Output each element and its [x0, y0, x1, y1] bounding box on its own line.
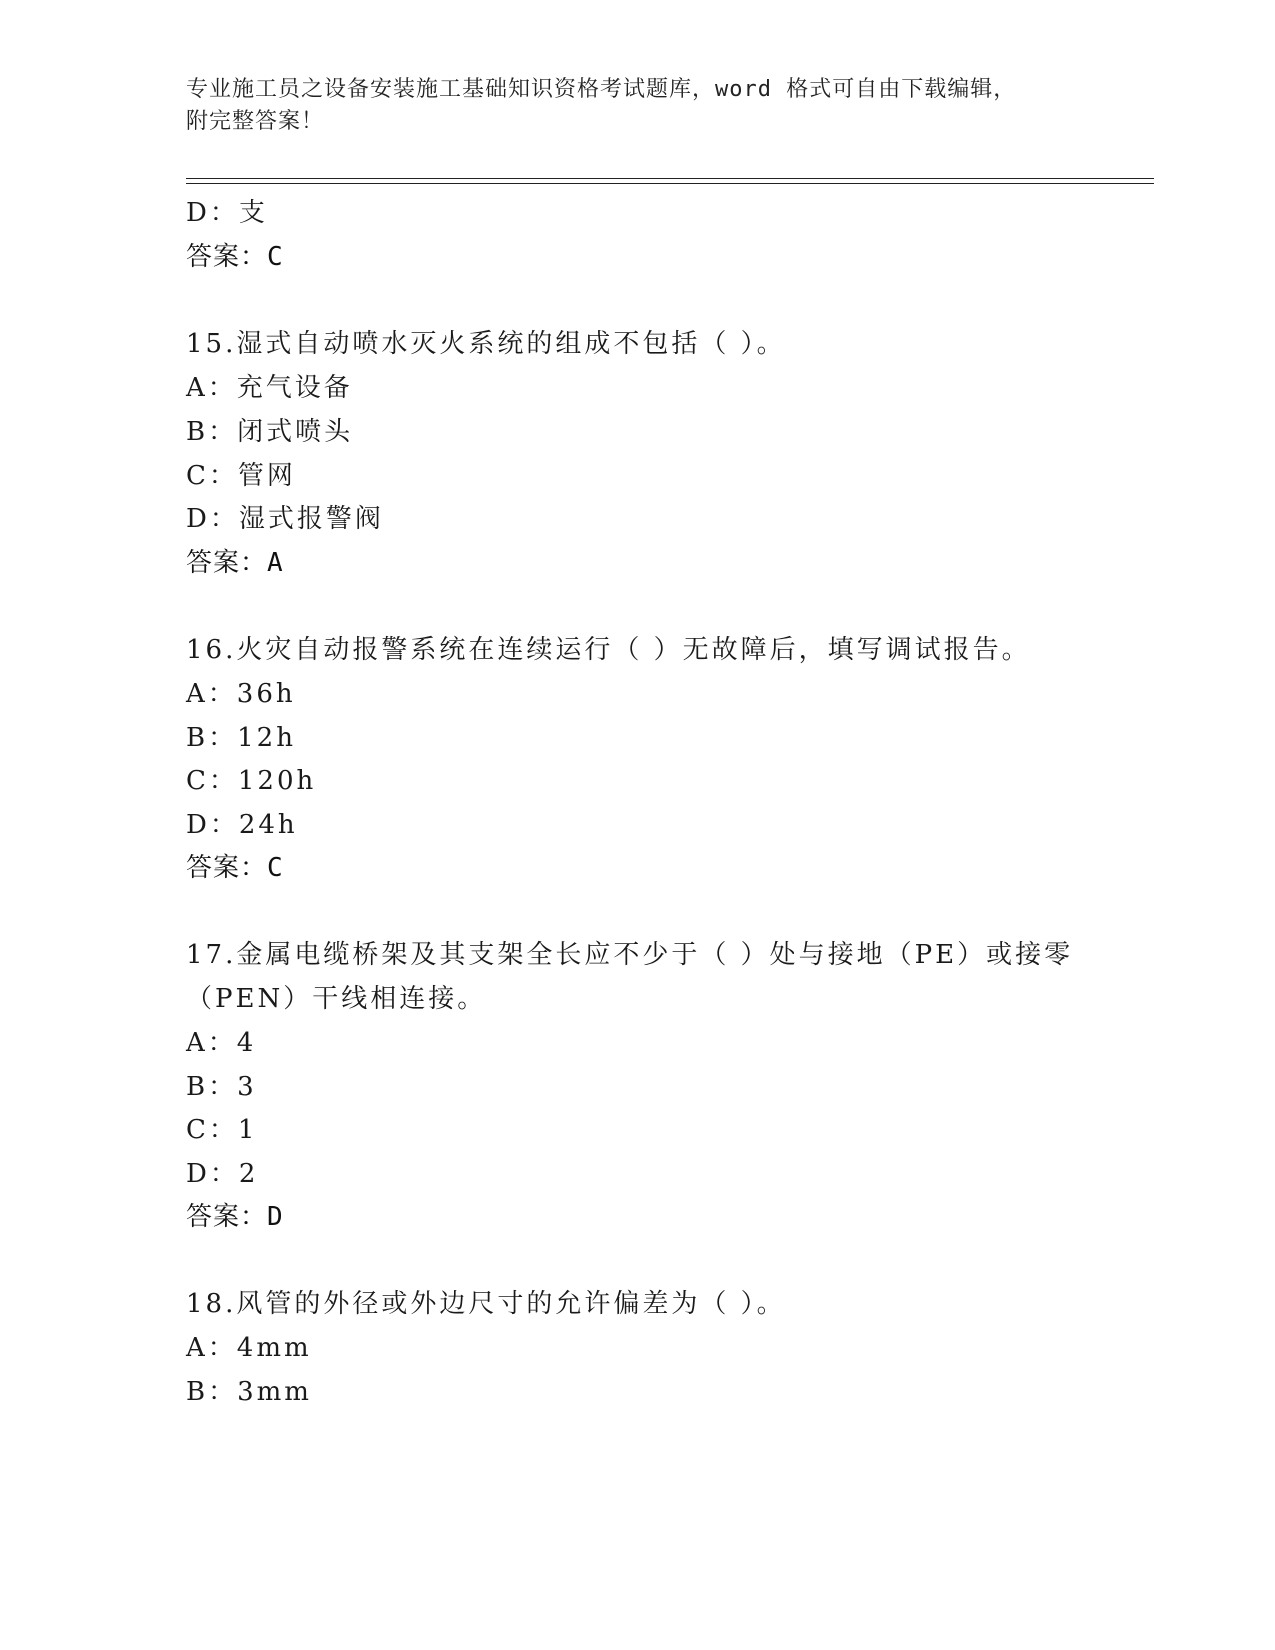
- header-divider-top: [186, 178, 1154, 179]
- question-16-option-b: B：12h: [186, 723, 296, 753]
- question-17-option-a: A：4: [186, 1028, 257, 1058]
- question-16-option-a: A：36h: [186, 679, 296, 709]
- question-16-option-c: C：120h: [186, 766, 317, 796]
- question-15-option-b: B：闭式喷头: [186, 417, 354, 447]
- question-15-answer: 答案：A: [186, 548, 284, 578]
- question-17-option-b: B：3: [186, 1072, 257, 1102]
- question-17-answer: 答案：D: [186, 1202, 284, 1232]
- document-header: [186, 74, 1086, 138]
- header-line-2: 附完整答案！: [186, 109, 325, 134]
- question-16-answer: 答案：C: [186, 853, 284, 883]
- question-17-option-c: C：1: [186, 1115, 258, 1145]
- question-18-option-b: B：3mm: [186, 1377, 312, 1407]
- question-17-option-d: D：2: [186, 1159, 259, 1189]
- question-18-option-a: A：4mm: [186, 1333, 312, 1363]
- prev-option-d: D：支: [186, 198, 268, 228]
- question-15-option-c: C：管网: [186, 461, 296, 491]
- prev-answer: 答案：C: [186, 242, 284, 272]
- question-16-option-d: D：24h: [186, 810, 298, 840]
- header-line-1: 专业施工员之设备安装施工基础知识资格考试题库，word 格式可自由下载编辑，: [186, 77, 1017, 102]
- question-15-option-d: D：湿式报警阀: [186, 504, 384, 534]
- question-15-option-a: A：充气设备: [186, 373, 353, 403]
- question-15-text: 15.湿式自动喷水灭火系统的组成不包括（ ）。: [186, 329, 786, 359]
- question-17-text-cont: （PEN）干线相连接。: [186, 984, 487, 1014]
- question-17-text: 17.金属电缆桥架及其支架全长应不少于（ ）处与接地（PE）或接零: [186, 940, 1074, 970]
- question-18-text: 18.风管的外径或外边尺寸的允许偏差为（ ）。: [186, 1289, 786, 1319]
- header-divider-bottom: [186, 183, 1154, 184]
- question-16-text: 16.火灾自动报警系统在连续运行（ ）无故障后，填写调试报告。: [186, 635, 1031, 665]
